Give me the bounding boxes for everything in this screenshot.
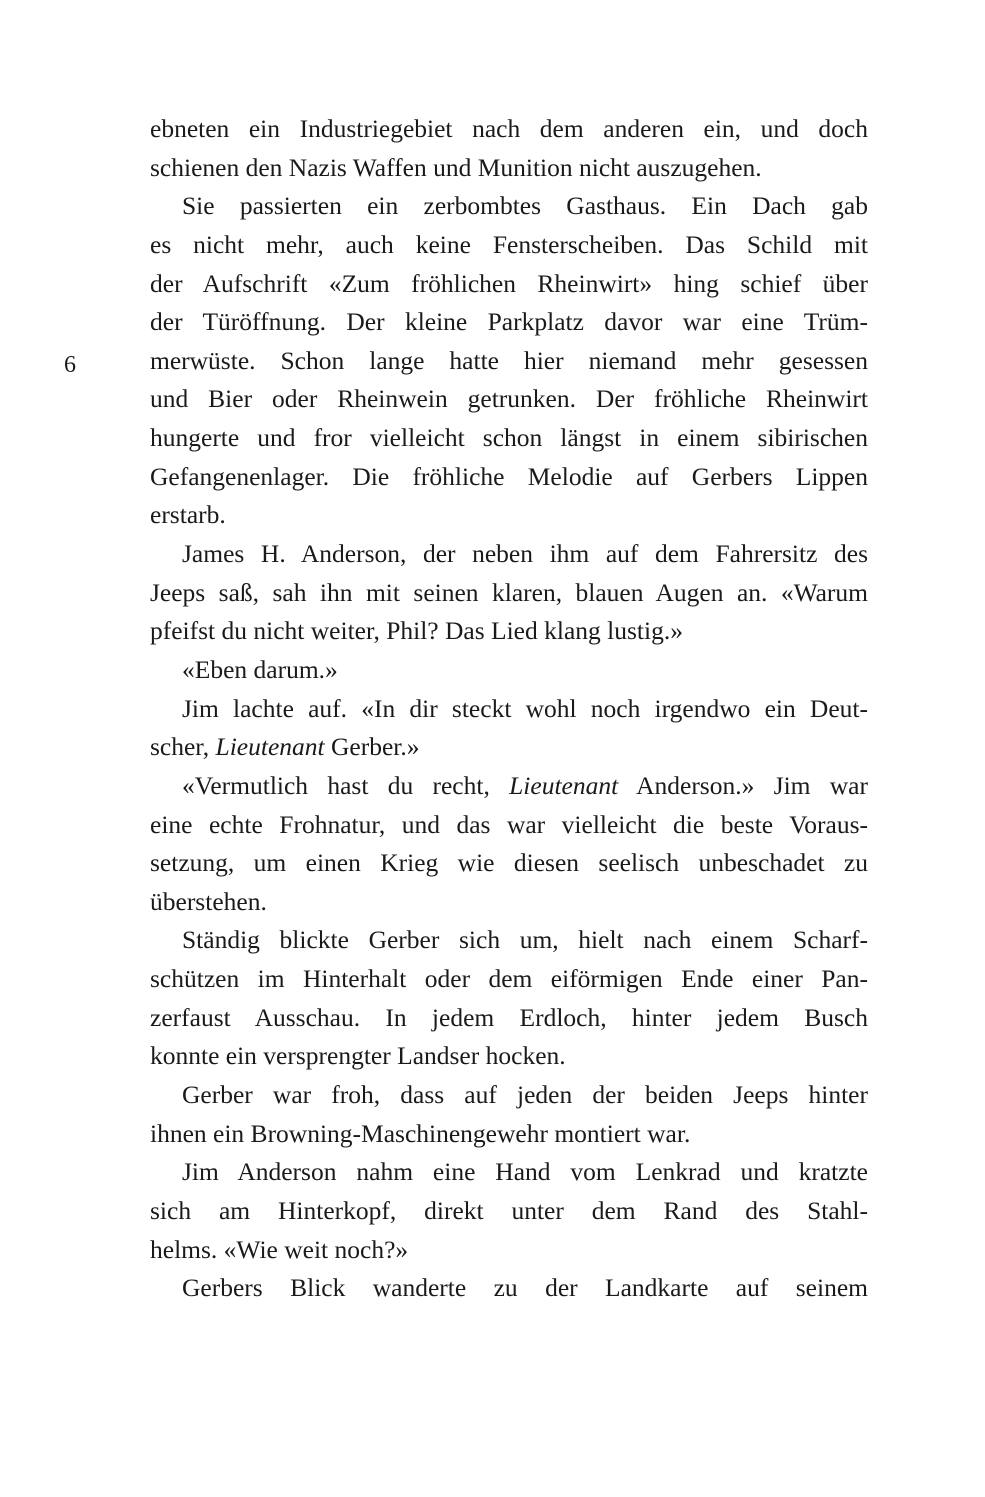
text-line: Sie passierten ein zerbombtes Gasthaus. Ein Dach gab (182, 191, 868, 221)
text-line: Gerber war froh, dass auf jeden der beiden Jeeps hinter (182, 1080, 868, 1110)
text-line: helms. «Wie weit noch?» (150, 1234, 409, 1264)
text-line: Jim Anderson nahm eine Hand vom Lenkrad und kratzte (182, 1157, 868, 1187)
italic-term: Lieutenant (509, 770, 619, 800)
text-line: Jim lachte auf. «In dir steckt wohl noch irgendwo ein Deut- (182, 693, 868, 723)
text-line: hungerte und fror vielleicht schon längst in einem sibirischen (150, 423, 868, 453)
text-line: schienen den Nazis Waffen und Munition nicht auszugehen. (150, 152, 762, 182)
text-segment: Gerber.» (324, 732, 420, 762)
text-line: merwüste. Schon lange hatte hier niemand mehr gesessen (150, 345, 868, 375)
text-line: Gerbers Blick wanderte zu der Landkarte auf seinem (182, 1273, 868, 1303)
text-line: konnte ein versprengter Landser hocken. (150, 1041, 566, 1071)
text-line: der Aufschrift «Zum fröhlichen Rheinwirt» hing schief über (150, 268, 868, 298)
text-line: ihnen ein Browning-Maschinengewehr montiert war. (150, 1118, 691, 1148)
text-line: sich am Hinterkopf, direkt unter dem Rand des Stahl- (150, 1195, 868, 1225)
text-line (150, 767, 868, 806)
text-line: überstehen. (150, 886, 267, 916)
text-line: James H. Anderson, der neben ihm auf dem Fahrersitz des (182, 539, 868, 569)
text-line: setzung, um einen Krieg wie diesen seelisch unbeschadet zu (150, 848, 868, 878)
text-line: Ständig blickte Gerber sich um, hielt nach einem Scharf- (182, 925, 868, 955)
text-line: zerfaust Ausschau. In jedem Erdloch, hinter jedem Busch (150, 1002, 868, 1032)
text-line: es nicht mehr, auch keine Fensterscheiben. Das Schild mit (150, 229, 868, 259)
text-line: pfeifst du nicht weiter, Phil? Das Lied klang lustig.» (150, 616, 683, 646)
italic-term: Lieutenant (215, 732, 325, 762)
text-segment: Anderson.» Jim war (618, 770, 868, 800)
page-number: 6 (64, 352, 76, 378)
text-line: der Türöffnung. Der kleine Parkplatz davor war eine Trüm- (150, 307, 868, 337)
text-line: und Bier oder Rheinwein getrunken. Der fröhliche Rheinwirt (150, 384, 868, 414)
text-line: Jeeps saß, sah ihn mit seinen klaren, blauen Augen an. «Warum (150, 577, 868, 607)
text-line: eine echte Frohnatur, und das war vielleicht die beste Voraus- (150, 809, 868, 839)
text-line: ebneten ein Industriegebiet nach dem anderen ein, und doch (150, 114, 868, 143)
text-segment: scher, (150, 732, 216, 762)
text-line: Gefangenenlager. Die fröhliche Melodie auf Gerbers Lippen (150, 461, 868, 491)
text-line (150, 728, 868, 767)
text-line: «Eben darum.» (182, 654, 338, 684)
text-segment: «Vermutlich hast du recht, (182, 770, 510, 800)
body-text (150, 110, 868, 1308)
text-line: schützen im Hinterhalt oder dem eiförmigen Ende einer Pan- (150, 964, 868, 994)
text-line: erstarb. (150, 500, 226, 530)
